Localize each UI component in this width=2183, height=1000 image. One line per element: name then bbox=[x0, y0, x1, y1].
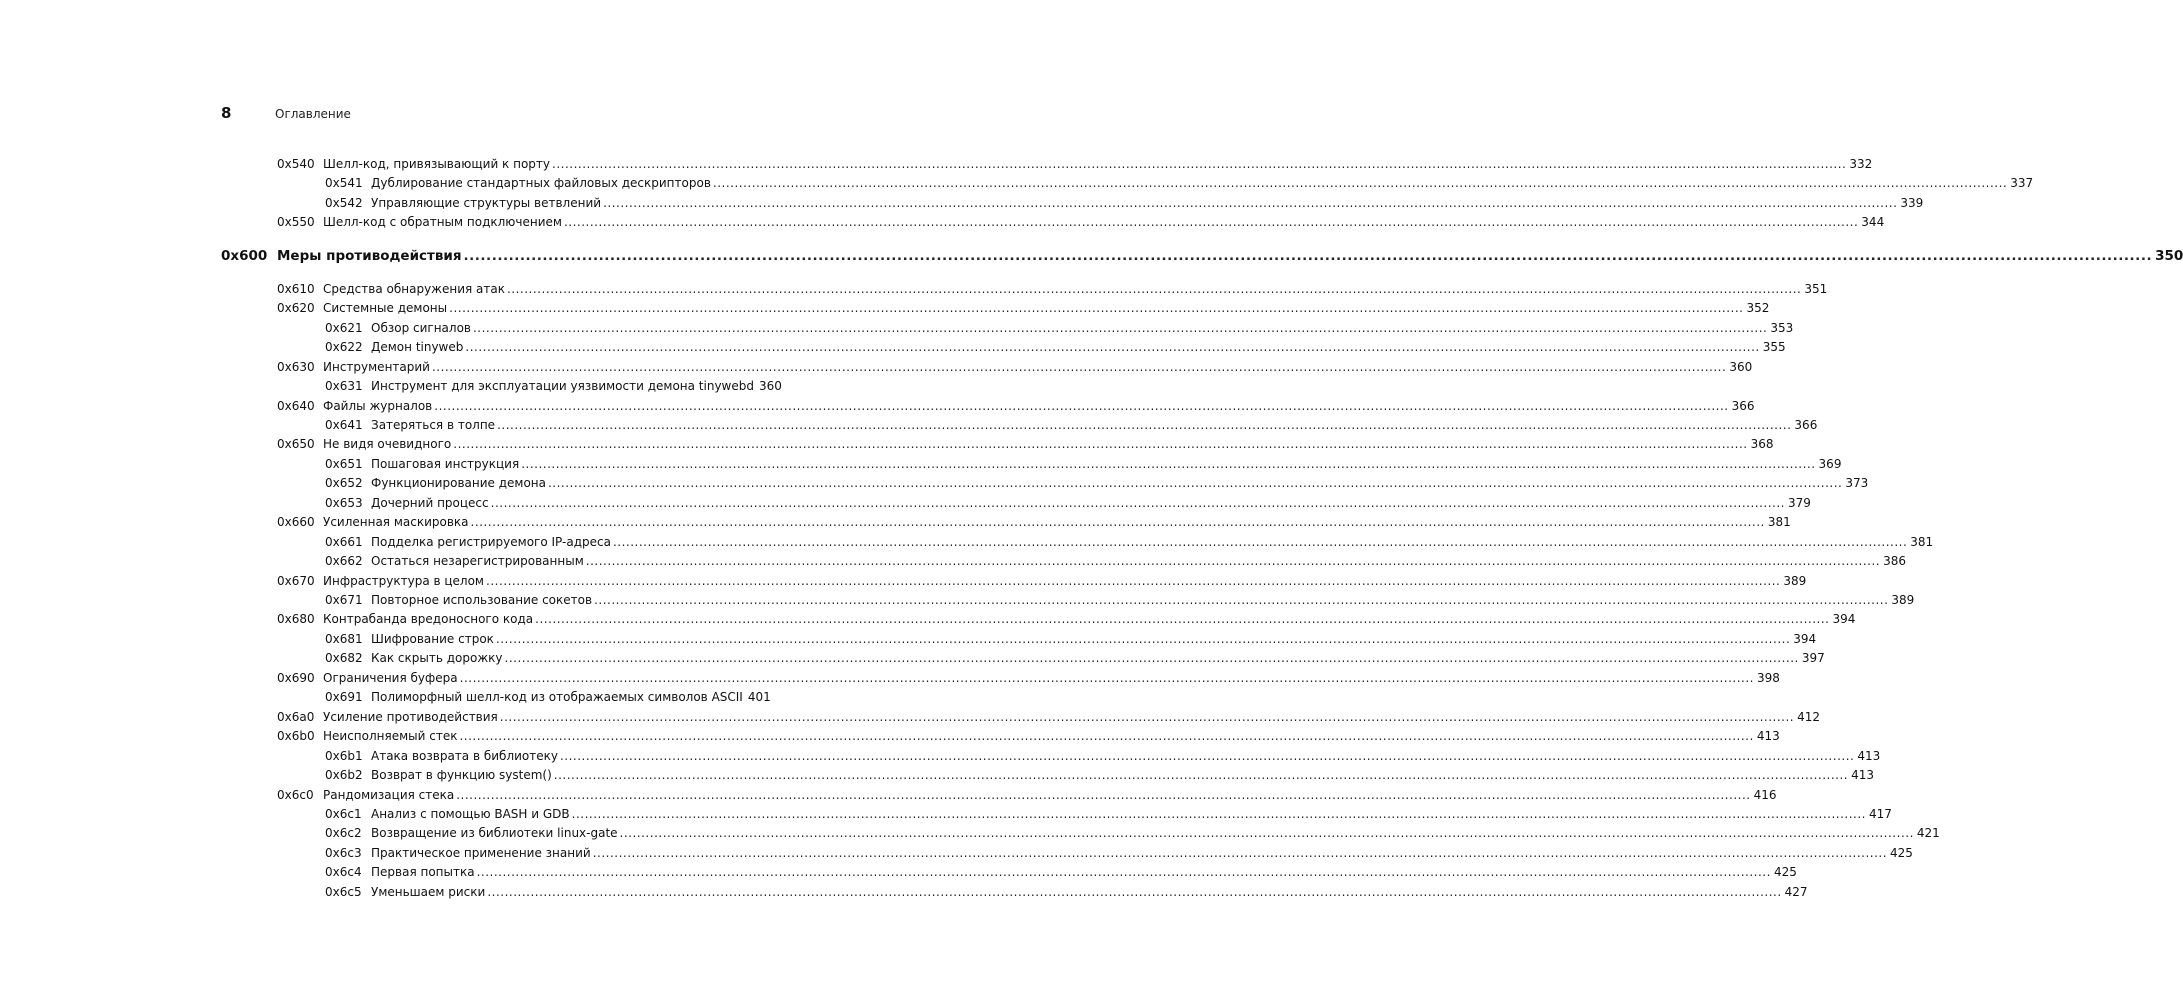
toc-entry-page: 398 bbox=[1756, 670, 1780, 685]
leader-dots: ............................................................................................................................................................................................................................................................................................................ bbox=[487, 884, 1782, 899]
toc-entry-title: Повторное использование сокетов bbox=[371, 593, 593, 607]
toc-entry-page: 389 bbox=[1891, 593, 1915, 607]
leader-dots: ............................................................................................................................................................................................................................................................................................................ bbox=[535, 612, 1830, 627]
toc-entry-title: Полиморфный шелл-код из отображаемых символов ASCII bbox=[371, 690, 743, 705]
toc-entry-line bbox=[323, 397, 1755, 416]
toc-entry-page: 360 bbox=[1729, 359, 1753, 374]
toc-entry-title: Первая попытка bbox=[371, 865, 475, 880]
toc-entry[interactable] bbox=[0, 397, 1755, 416]
leader-dots: ............................................................................................................................................................................................................................................................................................................ bbox=[470, 515, 1765, 530]
leader-dots: ............................................................................................................................................................................................................................................................................................................ bbox=[571, 806, 1866, 821]
toc-entry-line bbox=[371, 194, 1924, 213]
toc-entry-line bbox=[371, 883, 1808, 902]
leader-dots: ............................................................................................................................................................................................................................................................................................................ bbox=[585, 554, 1881, 569]
leader-dots: ............................................................................................................................................................................................................................................................................................................ bbox=[506, 281, 1802, 296]
leader-dots: ............................................................................................................................................................................................................................................................................................................ bbox=[619, 826, 1914, 841]
toc-entry-page: 369 bbox=[1818, 456, 1842, 471]
toc-entry-line bbox=[323, 513, 1791, 532]
toc-entry[interactable] bbox=[0, 824, 1940, 843]
toc-entry-code: 0x622 bbox=[325, 340, 363, 355]
toc-entry-code: 0x541 bbox=[325, 176, 363, 191]
toc-entry[interactable] bbox=[0, 377, 1000, 396]
toc-entry[interactable] bbox=[0, 591, 1915, 610]
toc-entry[interactable] bbox=[0, 708, 1821, 727]
toc-entry-line bbox=[371, 338, 1786, 357]
leader-dots: ............................................................................................................................................................................................................................................................................................................ bbox=[434, 398, 1729, 413]
toc-entry-code: 0x6c2 bbox=[325, 826, 362, 841]
toc-entry-line bbox=[323, 786, 1777, 805]
leader-dots: ............................................................................................................................................................................................................................................................................................................ bbox=[499, 709, 1795, 724]
toc-entry-code: 0x651 bbox=[325, 456, 363, 471]
toc-entry-line bbox=[371, 805, 1892, 824]
toc-entry-page: 425 bbox=[1890, 845, 1913, 860]
toc-entry-page: 353 bbox=[1770, 320, 1794, 335]
toc-entry-title: Управляющие структуры ветвлений bbox=[371, 195, 602, 210]
toc-entry-title: Шифрование строк bbox=[371, 631, 494, 646]
toc-entry-code: 0x671 bbox=[325, 593, 363, 607]
toc-entry-title: Возврат в функцию system() bbox=[371, 768, 552, 783]
toc-entry-code: 0x691 bbox=[325, 690, 363, 705]
toc-entry-code: 0x6c3 bbox=[325, 845, 362, 860]
toc-entry-line bbox=[371, 591, 1915, 610]
toc-entry-code: 0x6b0 bbox=[277, 729, 315, 744]
toc-entry-page: 351 bbox=[1804, 281, 1828, 296]
toc-entry[interactable] bbox=[0, 630, 1817, 649]
toc-entry-code: 0x670 bbox=[277, 573, 315, 588]
toc-entry-page: 421 bbox=[1916, 826, 1940, 841]
toc-entry-line bbox=[371, 688, 771, 707]
toc-entry-title: Ограничения буфера bbox=[323, 670, 458, 685]
toc-entry-line bbox=[371, 766, 1875, 785]
toc-entry[interactable] bbox=[0, 747, 1881, 766]
toc-entry-code: 0x542 bbox=[325, 195, 363, 210]
toc-entry-code: 0x653 bbox=[325, 495, 363, 510]
toc-entry[interactable] bbox=[0, 610, 1856, 629]
page-number: 8 bbox=[221, 104, 232, 122]
toc-entry-line bbox=[371, 174, 2034, 193]
toc-entry-title: Возвращение из библиотеки linux-gate bbox=[371, 826, 618, 841]
toc-entry-line bbox=[371, 552, 1907, 571]
leader-dots: ............................................................................................................................................................................................................................................................................................................ bbox=[490, 495, 1785, 510]
leader-dots: ............................................................................................................................................................................................................................................................................................................ bbox=[476, 865, 1771, 880]
toc-entry-page: 413 bbox=[1851, 768, 1875, 783]
leader-dots: ............................................................................................................................................................................................................................................................................................................ bbox=[472, 320, 1768, 335]
toc-entry-title: Усиление противодействия bbox=[323, 709, 498, 724]
toc-entry-line bbox=[371, 319, 1794, 338]
toc-entry[interactable] bbox=[0, 416, 1818, 435]
toc-entry-page: 427 bbox=[1784, 884, 1808, 899]
toc-entry[interactable] bbox=[0, 533, 1934, 552]
toc-entry-code: 0x662 bbox=[325, 554, 363, 569]
toc-entry-page: 379 bbox=[1787, 495, 1811, 510]
running-title: Оглавление bbox=[275, 107, 351, 121]
toc-entry-code: 0x550 bbox=[277, 215, 315, 230]
toc-entry-page: 386 bbox=[1883, 554, 1907, 569]
toc-entry-code: 0x6b1 bbox=[325, 748, 363, 763]
toc-entry-title: Системные демоны bbox=[323, 301, 448, 316]
toc-entry-title: Средства обнаружения атак bbox=[323, 281, 505, 296]
toc-entry-line bbox=[371, 863, 1797, 882]
toc-entry-code: 0x652 bbox=[325, 476, 363, 491]
leader-dots: ............................................................................................................................................................................................................................................................................................................ bbox=[465, 340, 1760, 355]
toc-entry-code: 0x641 bbox=[325, 417, 363, 432]
leader-dots: ............................................................................................................................................................................................................................................................................................................ bbox=[453, 437, 1748, 452]
toc-entry-title: Обзор сигналов bbox=[371, 320, 471, 335]
toc-entry-line bbox=[323, 435, 1774, 454]
toc-entry[interactable] bbox=[0, 194, 1924, 213]
toc-entry-code: 0x690 bbox=[277, 670, 315, 685]
toc-entry-line bbox=[323, 669, 1780, 688]
toc-entry[interactable] bbox=[0, 435, 1774, 454]
toc-entry-code: 0x640 bbox=[277, 398, 315, 413]
toc-entry-code: 0x610 bbox=[277, 281, 315, 296]
toc-entry-title: Шелл-код, привязывающий к порту bbox=[323, 157, 551, 171]
toc-entry-title: Затеряться в толпе bbox=[371, 417, 496, 432]
leader-dots: ............................................................................................................................................................................................................................................................................................................ bbox=[563, 215, 1859, 230]
toc-entry-title: Инструмент для эксплуатации уязвимости демона tinywebd bbox=[371, 379, 754, 394]
toc-entry[interactable] bbox=[0, 883, 1808, 902]
toc-entry-page: 381 bbox=[1767, 515, 1791, 530]
leader-dots: ............................................................................................................................................................................................................................................................................................................ bbox=[459, 729, 1754, 744]
toc-entry[interactable] bbox=[0, 805, 1892, 824]
leader-dots: ............................................................................................................................................................................................................................................................................................................ bbox=[594, 593, 1889, 607]
toc-entry-code: 0x661 bbox=[325, 534, 363, 549]
toc-entry-line bbox=[371, 455, 1842, 474]
toc-entry-line bbox=[371, 649, 1825, 668]
toc-entry-line bbox=[323, 155, 1873, 174]
leader-dots: ............................................................................................................................................................................................................................................................................................................ bbox=[552, 157, 1847, 171]
toc-entry-code: 0x630 bbox=[277, 359, 315, 374]
toc-entry-code: 0x600 bbox=[221, 247, 268, 264]
toc-entry[interactable] bbox=[0, 786, 1777, 805]
toc-entry-title: Рандомизация стека bbox=[323, 787, 455, 802]
toc-entry-page: 366 bbox=[1731, 398, 1755, 413]
toc-entry-line bbox=[323, 727, 1780, 746]
leader-dots: ............................................................................................................................................................................................................................................................................................................ bbox=[612, 534, 1908, 549]
toc-entry-title: Атака возврата в библиотеку bbox=[371, 748, 558, 763]
toc-entry-code: 0x682 bbox=[325, 651, 363, 666]
leader-dots: ............................................................................................................................................................................................................................................................................................................ bbox=[449, 301, 1744, 316]
toc-entry-title: Дублирование стандартных файловых дескрипторов bbox=[371, 176, 711, 191]
toc-entry-page: 332 bbox=[1849, 157, 1873, 171]
toc-entry[interactable] bbox=[0, 474, 1869, 493]
toc-entry-code: 0x6c5 bbox=[325, 884, 362, 899]
toc-entry-title: Файлы журналов bbox=[323, 398, 433, 413]
toc-entry-title: Усиленная маскировка bbox=[323, 515, 469, 530]
toc-entry-code: 0x631 bbox=[325, 379, 363, 394]
toc-entry-page: 373 bbox=[1845, 476, 1869, 491]
toc-entry[interactable] bbox=[0, 338, 1786, 357]
leader-dots: ............................................................................................................................................................................................................................................................................................................ bbox=[431, 359, 1727, 374]
toc-entry-page: 360 bbox=[758, 379, 782, 394]
toc-entry-title: Уменьшаем риски bbox=[371, 884, 486, 899]
toc-entry[interactable] bbox=[0, 572, 1807, 591]
toc-entry-page: 425 bbox=[1773, 865, 1797, 880]
toc-entry-line bbox=[371, 474, 1869, 493]
leader-dots: ............................................................................................................................................................................................................................................................................................................ bbox=[592, 845, 1888, 860]
leader-dots: ............................................................................................................................................................................................................................................................................................................ bbox=[521, 456, 1816, 471]
toc-entry-title: Не видя очевидного bbox=[323, 437, 452, 452]
toc-entry[interactable] bbox=[0, 766, 1875, 785]
toc-entry-line bbox=[371, 747, 1881, 766]
toc-entry[interactable] bbox=[0, 844, 1913, 863]
toc-entry-line bbox=[277, 247, 2183, 266]
toc-entry-code: 0x540 bbox=[277, 157, 315, 171]
toc-entry-line bbox=[323, 610, 1856, 629]
toc-entry-line bbox=[371, 533, 1934, 552]
toc-entry-code: 0x6b2 bbox=[325, 768, 363, 783]
toc-entry-line bbox=[323, 572, 1807, 591]
toc-entry-page: 416 bbox=[1753, 787, 1777, 802]
toc-entry-code: 0x6c1 bbox=[325, 806, 362, 821]
leader-dots: ............................................................................................................................................................................................................................................................................................................ bbox=[504, 651, 1799, 666]
toc-entry-code: 0x6c4 bbox=[325, 865, 362, 880]
toc-entry-page: 417 bbox=[1868, 806, 1892, 821]
toc-entry-code: 0x650 bbox=[277, 437, 315, 452]
toc-entry-title: Анализ с помощью BASH и GDB bbox=[371, 806, 570, 821]
toc-entry-page: 337 bbox=[2010, 176, 2034, 191]
toc-entry[interactable] bbox=[0, 669, 1780, 688]
toc-entry-page: 413 bbox=[1857, 748, 1881, 763]
toc-entry-title: Контрабанда вредоносного кода bbox=[323, 612, 534, 627]
toc-entry-line bbox=[371, 630, 1817, 649]
toc-entry[interactable] bbox=[0, 513, 1791, 532]
toc-entry-code: 0x6a0 bbox=[277, 709, 315, 724]
toc-entry-page: 368 bbox=[1750, 437, 1774, 452]
toc-entry-code: 0x621 bbox=[325, 320, 363, 335]
toc-entry-title: Демон tinyweb bbox=[371, 340, 464, 355]
toc-entry[interactable] bbox=[0, 863, 1797, 882]
leader-dots: ............................................................................................................................................................................................................................................................................................................ bbox=[486, 573, 1781, 588]
toc-entry-line bbox=[323, 358, 1753, 377]
toc-entry-line bbox=[323, 280, 1828, 299]
toc-chapter[interactable] bbox=[0, 247, 2183, 266]
toc-entry-title: Инструментарий bbox=[323, 359, 430, 374]
toc-entry-line bbox=[323, 213, 1885, 232]
toc-entry[interactable] bbox=[0, 688, 1000, 707]
toc-entry-title: Неисполняемый стек bbox=[323, 729, 458, 744]
toc-entry[interactable] bbox=[0, 727, 1780, 746]
toc-entry[interactable] bbox=[0, 319, 1794, 338]
toc-entry-line bbox=[371, 416, 1818, 435]
toc-entry-page: 339 bbox=[1900, 195, 1924, 210]
toc-entry-page: 389 bbox=[1783, 573, 1807, 588]
leader-dots: ............................................................................................................................................................................................................................................................................................................ bbox=[712, 176, 2008, 191]
toc-entry[interactable] bbox=[0, 494, 1811, 513]
toc-entry-title: Функционирование демона bbox=[371, 476, 546, 491]
toc-entry[interactable] bbox=[0, 358, 1753, 377]
leader-dots: ............................................................................................................................................................................................................................................................................................................ bbox=[547, 476, 1843, 491]
toc-entry-page: 350 bbox=[2155, 247, 2183, 264]
toc-entry-line bbox=[371, 824, 1940, 843]
toc-entry-title: Практическое применение знаний bbox=[371, 845, 591, 860]
leader-dots: ............................................................................................................................................................................................................................................................................................................ bbox=[463, 247, 2153, 264]
leader-dots: ............................................................................................................................................................................................................................................................................................................ bbox=[603, 195, 1898, 210]
toc-entry-title: Подделка регистрируемого IP-адреса bbox=[371, 534, 611, 549]
toc-entry-page: 412 bbox=[1797, 709, 1821, 724]
toc-entry-page: 344 bbox=[1861, 215, 1885, 230]
toc-entry-page: 352 bbox=[1746, 301, 1770, 316]
leader-dots: ............................................................................................................................................................................................................................................................................................................ bbox=[456, 787, 1751, 802]
toc-entry[interactable] bbox=[0, 299, 1770, 318]
toc-entry-line bbox=[371, 844, 1913, 863]
toc-entry-title: Пошаговая инструкция bbox=[371, 456, 520, 471]
toc-entry-page: 413 bbox=[1756, 729, 1780, 744]
toc-entry[interactable] bbox=[0, 455, 1842, 474]
leader-dots: ............................................................................................................................................................................................................................................................................................................ bbox=[553, 768, 1849, 783]
toc-entry-title: Шелл-код с обратным подключением bbox=[323, 215, 562, 230]
toc-entry-line bbox=[323, 299, 1770, 318]
toc-entry[interactable] bbox=[0, 649, 1825, 668]
toc-entry-line bbox=[323, 708, 1821, 727]
toc-entry[interactable] bbox=[0, 213, 1885, 232]
leader-dots: ............................................................................................................................................................................................................................................................................................................ bbox=[497, 417, 1792, 432]
toc-entry[interactable] bbox=[0, 552, 1907, 571]
toc-entry-code: 0x681 bbox=[325, 631, 363, 646]
toc-entry-title: Остаться незарегистрированным bbox=[371, 554, 584, 569]
toc-entry-page: 401 bbox=[747, 690, 771, 705]
leader-dots: ............................................................................................................................................................................................................................................................................................................ bbox=[459, 670, 1754, 685]
toc-entry-code: 0x680 bbox=[277, 612, 315, 627]
page-header bbox=[221, 104, 351, 122]
toc-entry-code: 0x620 bbox=[277, 301, 315, 316]
toc-entry-page: 381 bbox=[1910, 534, 1934, 549]
toc-entry-title: Инфраструктура в целом bbox=[323, 573, 484, 588]
toc-entry[interactable] bbox=[0, 280, 1828, 299]
toc-entry-page: 394 bbox=[1832, 612, 1856, 627]
toc-entry-code: 0x6c0 bbox=[277, 787, 314, 802]
toc-entry-page: 397 bbox=[1801, 651, 1825, 666]
toc-entry-title: Меры противодействия bbox=[277, 247, 462, 264]
toc-entry-code: 0x660 bbox=[277, 515, 315, 530]
toc-entry-line bbox=[371, 377, 782, 396]
leader-dots: ............................................................................................................................................................................................................................................................................................................ bbox=[495, 631, 1791, 646]
leader-dots: ............................................................................................................................................................................................................................................................................................................ bbox=[559, 748, 1855, 763]
toc-entry-line bbox=[371, 494, 1811, 513]
toc-entry-page: 355 bbox=[1762, 340, 1786, 355]
toc-entry[interactable] bbox=[0, 155, 1873, 174]
toc-entry-title: Дочерний процесс bbox=[371, 495, 489, 510]
toc-entry-page: 394 bbox=[1793, 631, 1817, 646]
toc-entry[interactable] bbox=[0, 174, 2034, 193]
toc-entry-title: Как скрыть дорожку bbox=[371, 651, 503, 666]
toc-entry-page: 366 bbox=[1794, 417, 1818, 432]
